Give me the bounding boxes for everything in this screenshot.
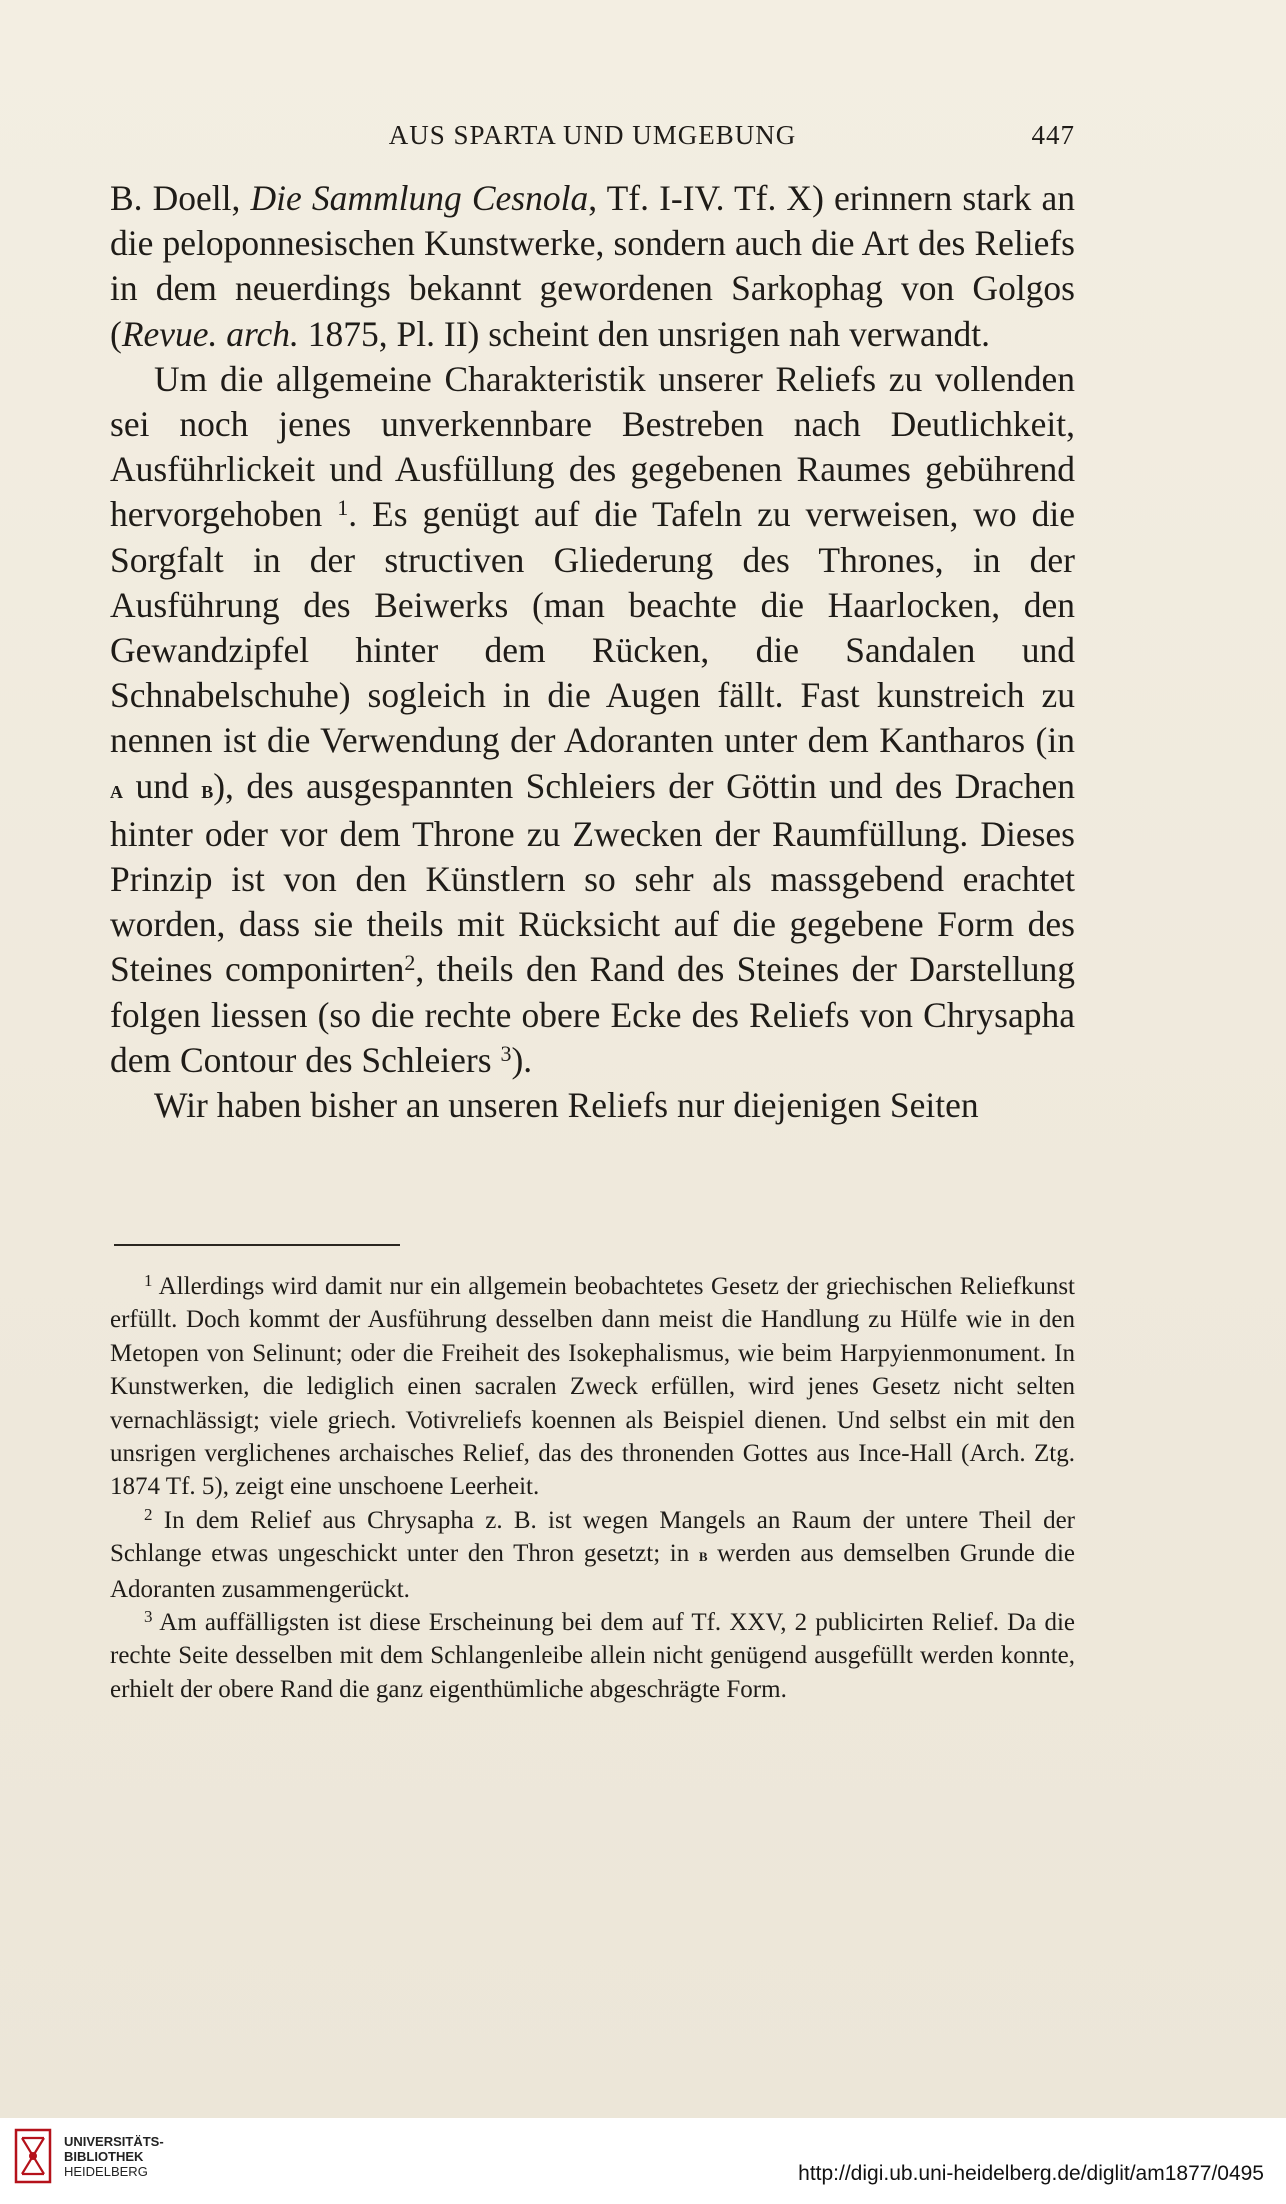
page-number: 447 <box>1031 120 1075 150</box>
footnote-mark: 3 <box>144 1607 153 1627</box>
small-caps-b: b <box>201 774 214 804</box>
italic-title: Die Sammlung Cesnola <box>250 178 589 218</box>
footnote-mark: 2 <box>144 1504 153 1524</box>
text-run: , Tf. I-IV. Tf. X) erinnern stark an die peloponnesischen Kunstwerke, sondern auch die Art des Reliefs in dem neuerdings bekannt gewordenen Sarkophag von Golgos ( <box>110 178 1075 354</box>
library-logo[interactable] <box>14 2128 174 2192</box>
footnote-text: Am auffälligsten ist diese Erscheinung bei dem auf Tf. XXV, 2 publicirten Relief. Da die rechte Seite desselben mit dem Schlangenleibe allein nicht genügend ausgefüllt werden konnte, erhielt der obere Rand die ganz eigenthümliche abgeschrägte Form. <box>110 1609 1075 1703</box>
footnote-3 <box>110 1606 1075 1706</box>
paragraph-3: Wir haben bisher an unseren Reliefs nur diejenigen Seiten <box>154 1085 979 1126</box>
text-run: Um die allgemeine Charakteristik unserer Reliefs zu vollenden sei noch jenes unverkennbare Bestreben nach Deutlichkeit, Ausführlickeit und Ausfüllung des gegebenen Raumes gebührend hervorgehoben <box>110 358 1075 535</box>
paragraph-1 <box>110 176 1075 357</box>
footnote-2 <box>110 1504 1075 1606</box>
text-run: ). <box>511 1039 533 1080</box>
footnote-1 <box>110 1270 1075 1504</box>
footnote-text: In dem Relief aus Chrysapha z. B. ist wegen Mangels an Raum der untere Theil der Schlange etwas ungeschickt unter den Thron gesetzt; in <box>110 1506 1076 1568</box>
logo-line: HEIDELBERG <box>64 2164 148 2179</box>
logo-line: UNIVERSITÄTS- <box>64 2134 164 2149</box>
library-name <box>64 2134 164 2179</box>
library-emblem-icon <box>14 2128 54 2186</box>
footnotes <box>110 1270 1075 1706</box>
text-run: . Es genügt auf die Tafeln zu verweisen, wo die Sorgfalt in der structiven Gliederung des Thrones, in der Ausführung des Beiwerks (man beachte die Haarlocken, den Gewandzipfel hinter dem Rücken, die Sandalen und Schnabelschuhe) sogleich in die Augen fällt. Fast kunstreich zu nennen ist die Verwendung der Adoranten unter dem Kantharos (in <box>110 494 1075 761</box>
footnote-ref-1: 1 <box>337 495 349 521</box>
paragraph-2 <box>110 357 1075 1083</box>
small-caps-b: b <box>698 1545 708 1567</box>
text-run: ), des ausgespannten Schleiers der Göttin und des Drachen hinter oder vor dem Throne zu Zwecken der Raumfüllung. Dieses Prinzip ist von den Künstlern so sehr als massgebend erachtet worden, dass sie theils mit Rücksicht auf die gegebene Form des Steines componirten <box>110 765 1076 990</box>
footnote-ref-2: 2 <box>404 950 416 976</box>
running-title: AUS SPARTA UND UMGEBUNG <box>388 120 797 150</box>
text-run: , theils den Rand des Steines der Darstellung folgen liessen (so die rechte obere Ecke des Reliefs von Chrysapha dem Contour des Schleiers <box>110 949 1075 1080</box>
text-run: B. Doell, <box>110 178 251 218</box>
logo-line: BIBLIOTHEK <box>64 2149 144 2164</box>
small-caps-a: a <box>110 774 123 804</box>
footnote-text: werden aus demselben Grunde die Adoranten zusammengerückt. <box>110 1540 1075 1603</box>
footnote-ref-3: 3 <box>500 1040 512 1066</box>
footnote-separator <box>114 1244 400 1246</box>
source-url-link[interactable]: http://digi.ub.uni-heidelberg.de/diglit/am1877/0495 <box>798 2162 1264 2185</box>
footnote-text: Allerdings wird damit nur ein allgemein beobachtetes Gesetz der griechischen Reliefkunst erfüllt. Doch kommt der Ausführung desselben dann meist die Handlung zu Hülfe wie in den Metopen von Selinunt; oder die Freiheit des Isokephalismus, wie beim Harpyienmonument. In Kunstwerken, die lediglich einen sacralen Zweck erfüllen, wird jenes Gesetz nicht selten vernachlässigt; viele griech. Votivreliefs koennen als Beispiel dienen. Und selbst ein mit den unsrigen verglichenes archaisches Relief, das des thronenden Gottes aus Ince-Hall (Arch. Ztg. 1874 Tf. 5), zeigt eine unschoene Leerheit. <box>110 1273 1075 1501</box>
footnote-mark: 1 <box>144 1271 153 1290</box>
running-head <box>110 120 1075 160</box>
main-text <box>110 176 1075 1128</box>
text-run: 1875, Pl. II) scheint den unsrigen nah verwandt. <box>298 313 991 354</box>
footer-bar <box>0 2118 1286 2204</box>
text-run: und <box>123 765 202 806</box>
italic-citation: Revue. arch. <box>121 313 299 354</box>
